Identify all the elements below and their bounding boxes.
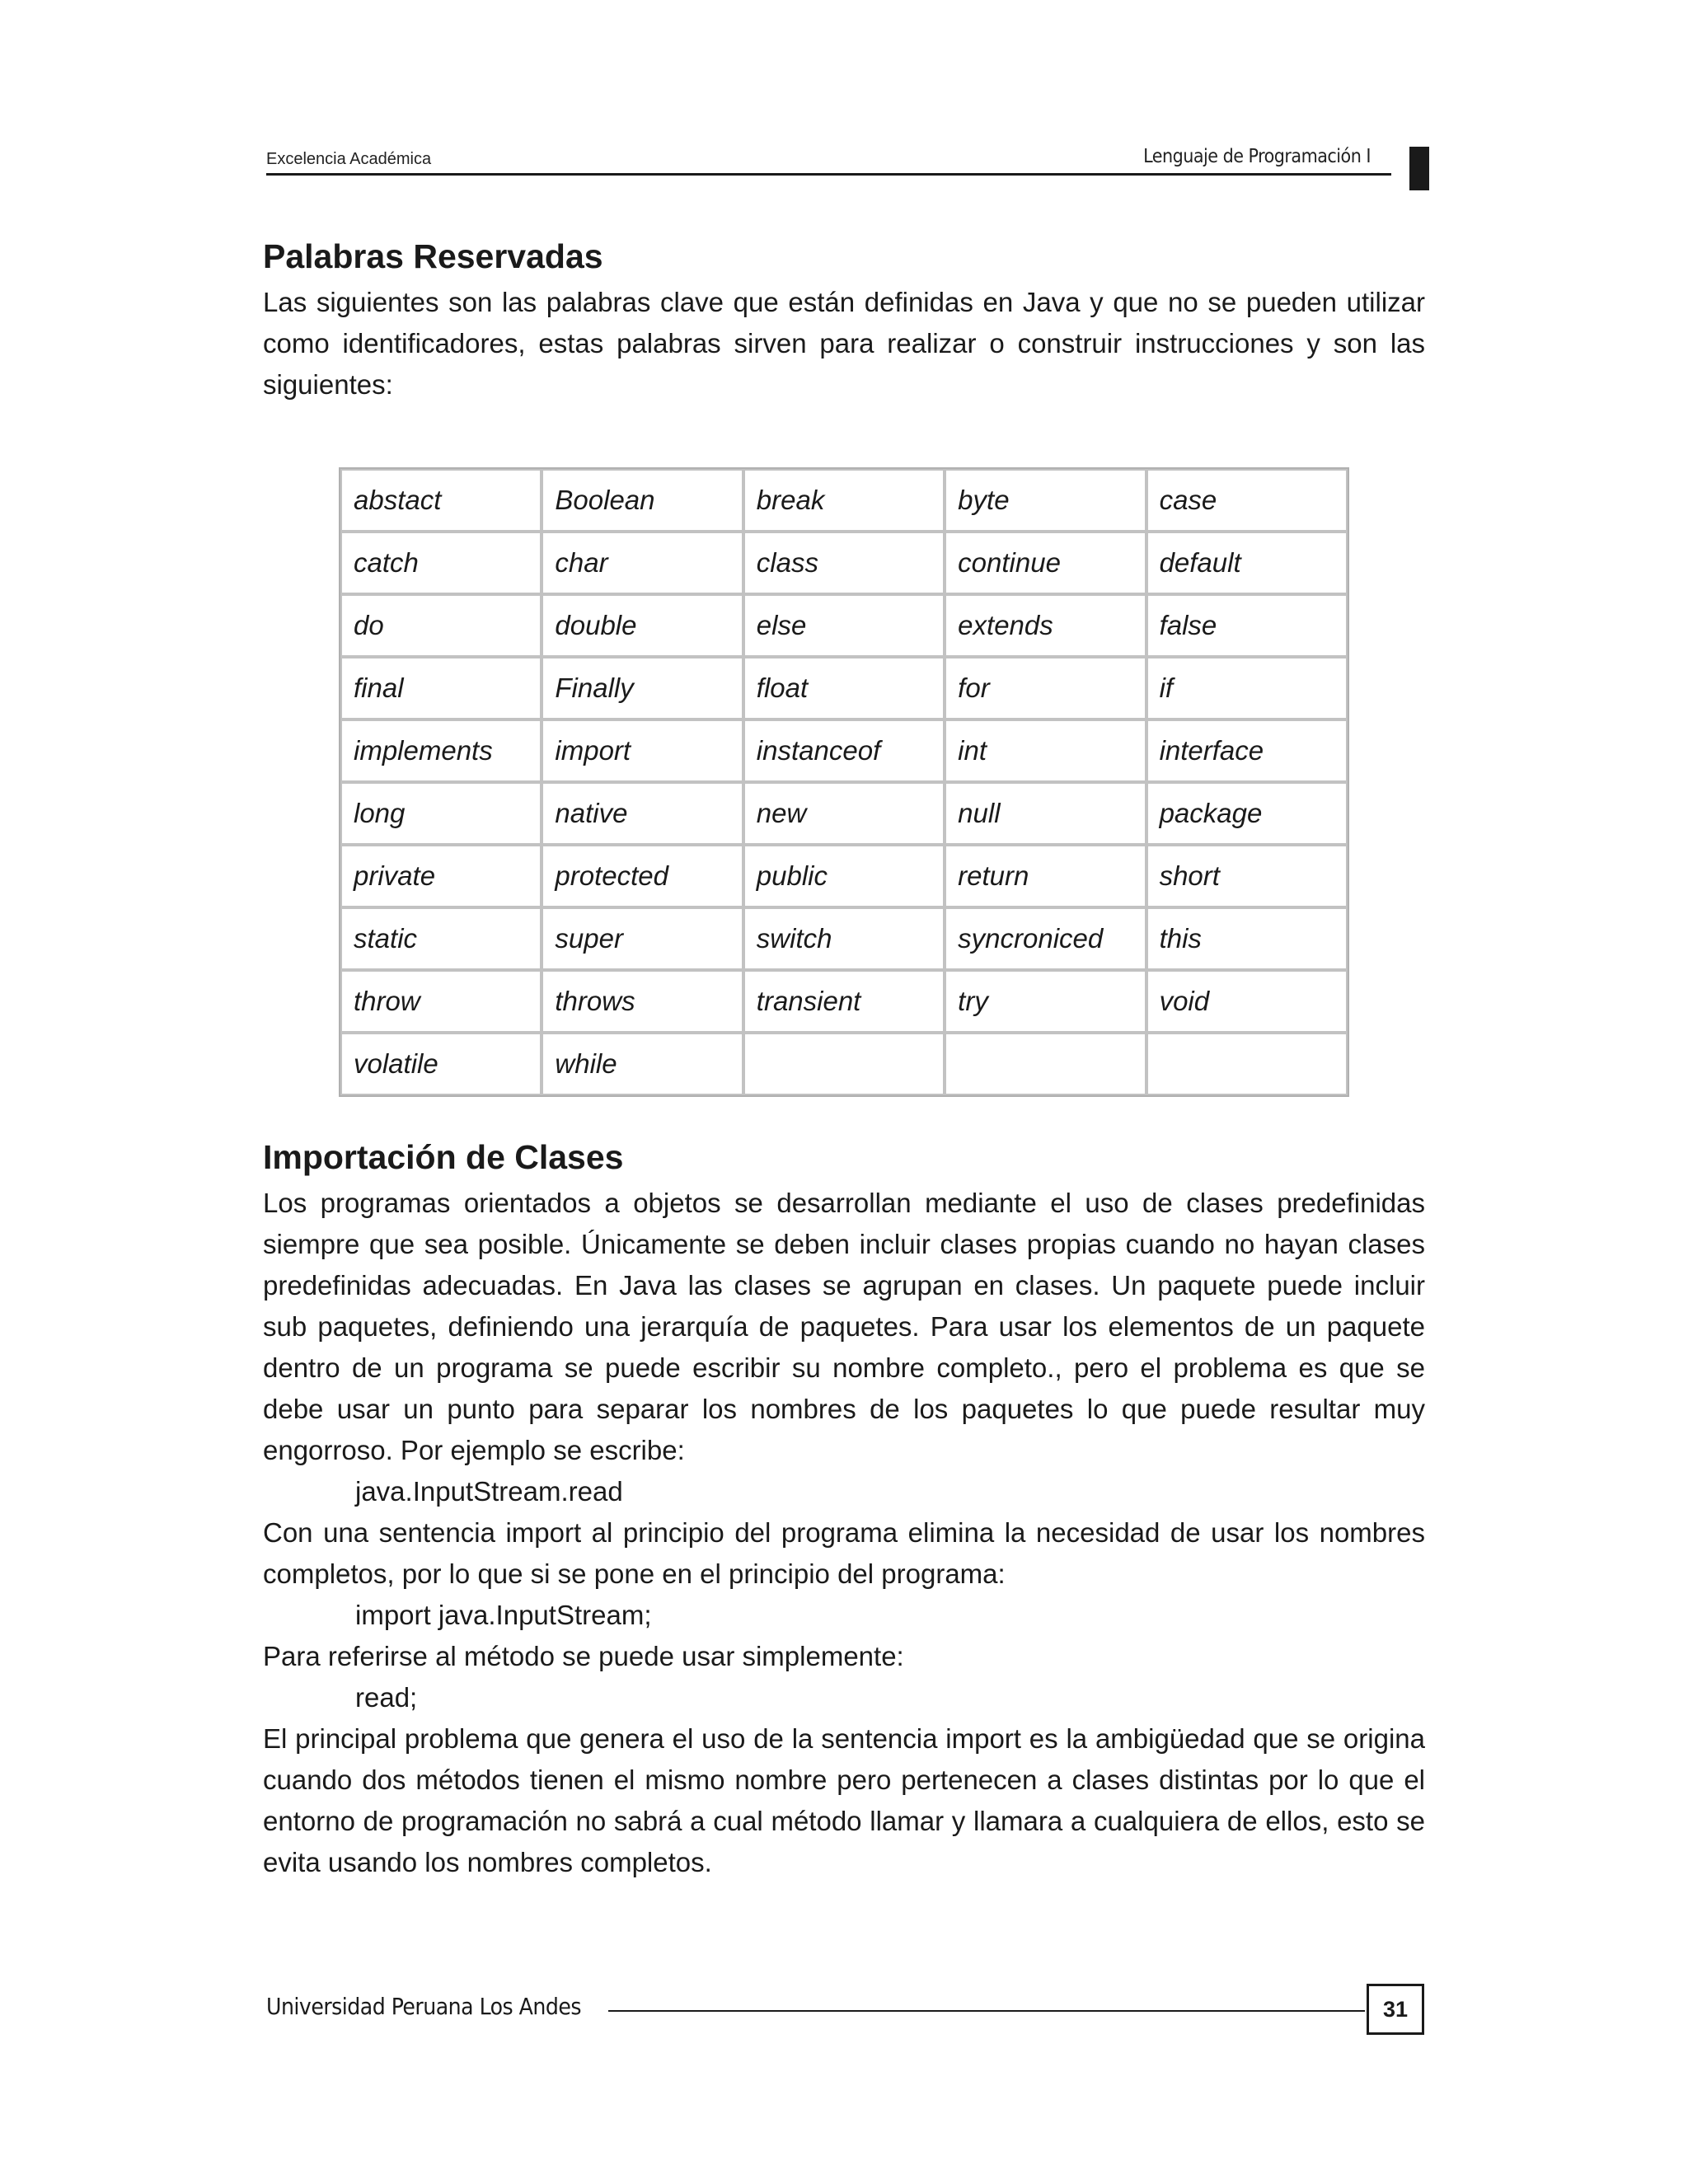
code-line: read;: [355, 1682, 418, 1713]
keyword-cell: extends: [945, 594, 1146, 657]
footer-rule: [608, 2010, 1365, 2012]
section-title-reserved-words: Palabras Reservadas: [263, 237, 603, 275]
keyword-cell: short: [1146, 845, 1348, 907]
keyword-cell: super: [542, 907, 743, 970]
keyword-cell: catch: [340, 532, 542, 594]
keyword-cell: break: [743, 469, 945, 532]
section-class-import: [263, 1132, 1425, 1883]
keyword-cell: continue: [945, 532, 1146, 594]
keyword-cell: case: [1146, 469, 1348, 532]
keyword-cell: Boolean: [542, 469, 743, 532]
keywords-table-wrapper: [339, 467, 1349, 1097]
section-title-class-import: Importación de Clases: [263, 1138, 624, 1176]
keyword-cell: public: [743, 845, 945, 907]
table-row: [340, 469, 1348, 532]
keyword-cell: for: [945, 657, 1146, 719]
page-content: [263, 231, 1425, 1883]
table-row: [340, 594, 1348, 657]
keyword-cell: try: [945, 970, 1146, 1033]
keyword-cell: char: [542, 532, 743, 594]
keyword-cell: [945, 1033, 1146, 1095]
section-intro-paragraph: Las siguientes son las palabras clave que están definidas en Java y que no se pueden utilizar como identificadores, estas palabras sirven para realizar o construir instrucciones y son las siguientes:: [263, 287, 1425, 400]
table-row: [340, 532, 1348, 594]
keyword-cell: void: [1146, 970, 1348, 1033]
table-row: [340, 845, 1348, 907]
keyword-cell: syncroniced: [945, 907, 1146, 970]
keyword-cell: if: [1146, 657, 1348, 719]
header-rule: [266, 173, 1391, 176]
code-line: import java.InputStream;: [355, 1600, 652, 1630]
table-row: [340, 719, 1348, 782]
keyword-cell: native: [542, 782, 743, 845]
keyword-cell: Finally: [542, 657, 743, 719]
keyword-cell: do: [340, 594, 542, 657]
keyword-cell: double: [542, 594, 743, 657]
header-right-text: Lenguaje de Programación I: [1143, 146, 1371, 167]
keyword-cell: abstact: [340, 469, 542, 532]
keyword-cell: implements: [340, 719, 542, 782]
keyword-cell: volatile: [340, 1033, 542, 1095]
keyword-cell: package: [1146, 782, 1348, 845]
code-line: java.InputStream.read: [355, 1476, 623, 1507]
keyword-cell: transient: [743, 970, 945, 1033]
table-row: [340, 907, 1348, 970]
keyword-cell: byte: [945, 469, 1146, 532]
keyword-cell: static: [340, 907, 542, 970]
keyword-cell: while: [542, 1033, 743, 1095]
keyword-cell: private: [340, 845, 542, 907]
footer-university: Universidad Peruana Los Andes: [266, 1993, 581, 2020]
keyword-cell: instanceof: [743, 719, 945, 782]
keyword-cell: else: [743, 594, 945, 657]
keyword-cell: long: [340, 782, 542, 845]
keyword-cell: throw: [340, 970, 542, 1033]
keyword-cell: switch: [743, 907, 945, 970]
paragraph: Los programas orientados a objetos se desarrollan mediante el uso de clases predefinidas siempre que sea posible. Únicamente se deben incluir clases propias cuando no hayan clases predefinidas adecuadas. En Java las clases se agrupan en clases. Un paquete puede incluir sub paquetes, definiendo una jerarquía de paquetes. Para usar los elementos de un paquete dentro de un programa se puede escribir su nombre completo., pero el problema es que se debe usar un punto para separar los nombres de los paquetes lo que puede resultar muy engorroso. Por ejemplo se escribe:: [263, 1188, 1425, 1465]
keyword-cell: class: [743, 532, 945, 594]
header-left-text: Excelencia Académica: [266, 150, 432, 168]
keyword-cell: int: [945, 719, 1146, 782]
table-row: [340, 657, 1348, 719]
keyword-cell: throws: [542, 970, 743, 1033]
paragraph: Con una sentencia import al principio del programa elimina la necesidad de usar los nombres completos, por lo que si se pone en el principio del programa:: [263, 1517, 1425, 1589]
keywords-table: [339, 467, 1349, 1097]
page-number: 31: [1367, 1984, 1424, 2035]
keyword-cell: interface: [1146, 719, 1348, 782]
keyword-cell: final: [340, 657, 542, 719]
keyword-cell: false: [1146, 594, 1348, 657]
keyword-cell: this: [1146, 907, 1348, 970]
table-row: [340, 1033, 1348, 1095]
keyword-cell: protected: [542, 845, 743, 907]
header-black-tab: [1409, 147, 1429, 190]
table-row: [340, 970, 1348, 1033]
keyword-cell: [743, 1033, 945, 1095]
keyword-cell: null: [945, 782, 1146, 845]
keyword-cell: return: [945, 845, 1146, 907]
paragraph: El principal problema que genera el uso de la sentencia import es la ambigüedad que se origina cuando dos métodos tienen el mismo nombre pero pertenecen a clases distintas por lo que el entorno de programación no sabrá a cual método llamar y llamara a cualquiera de ellos, esto se evita usando los nombres completos.: [263, 1723, 1425, 1877]
keyword-cell: new: [743, 782, 945, 845]
keyword-cell: default: [1146, 532, 1348, 594]
keyword-cell: import: [542, 719, 743, 782]
table-row: [340, 782, 1348, 845]
keyword-cell: float: [743, 657, 945, 719]
paragraph: Para referirse al método se puede usar simplemente:: [263, 1641, 904, 1671]
keyword-cell: [1146, 1033, 1348, 1095]
